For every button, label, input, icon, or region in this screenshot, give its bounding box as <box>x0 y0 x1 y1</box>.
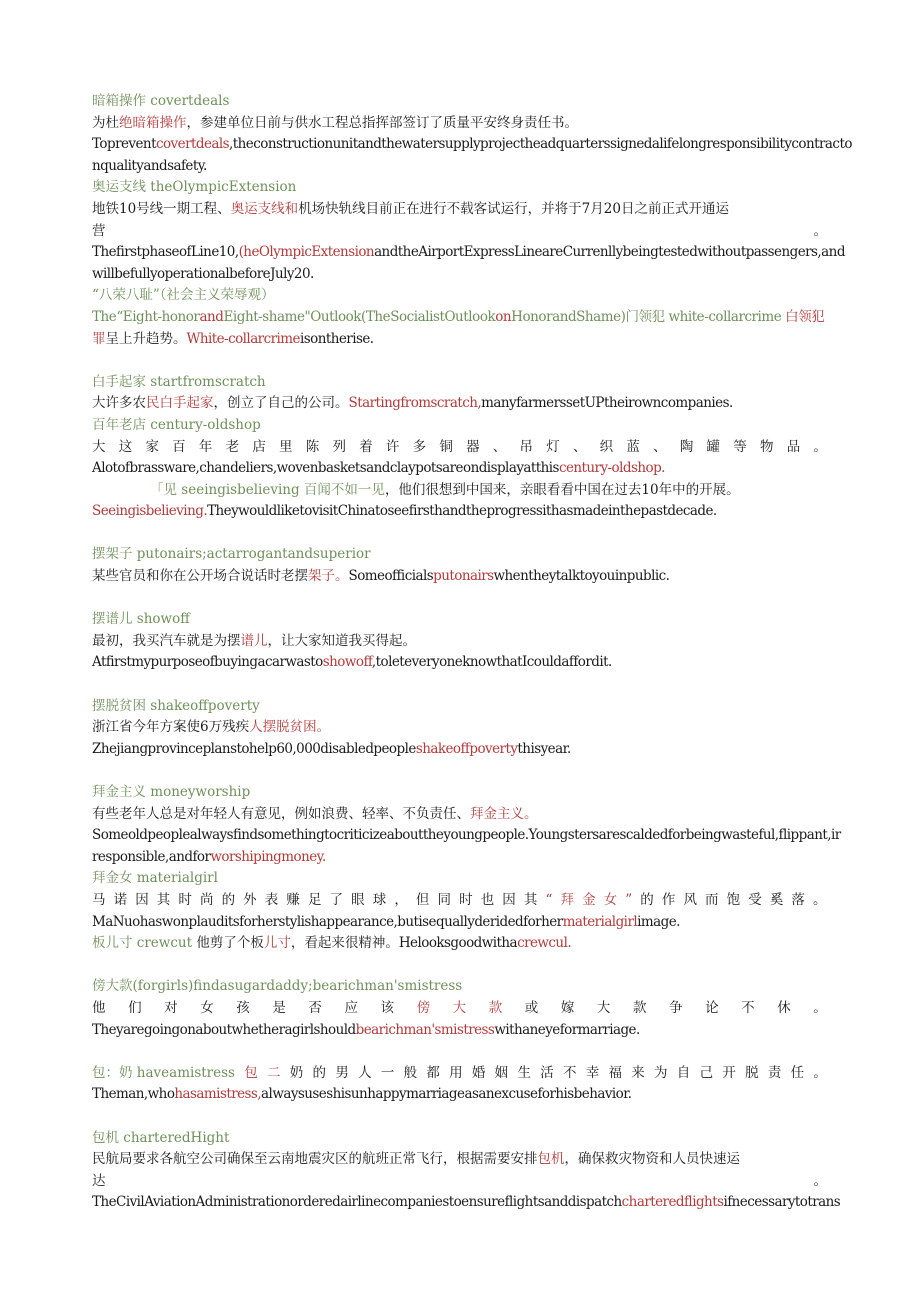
spaced-char: 年 <box>198 438 213 455</box>
spaced-char: 着 <box>359 438 373 455</box>
spaced-char: 女 <box>200 999 214 1016</box>
entry-en-sentence: Theman,whohasamistress,alwaysuseshisunhappymarriageasanexcuseforhisbehavior. <box>92 1086 632 1103</box>
spaced-char: 不 <box>562 1064 577 1081</box>
entry-en-sentence: Theyaregoingonaboutwhetheragirlshouldbearichman'smistresswithaneyeformarriage. <box>92 1021 640 1038</box>
spaced-char: 器 <box>466 438 480 455</box>
spaced-char: 开 <box>722 1064 736 1081</box>
spaced-char: 但 <box>415 891 430 908</box>
spaced-char: 球 <box>372 891 387 908</box>
spaced-char: 风 <box>683 891 697 908</box>
spaced-char: 陶 <box>679 438 694 455</box>
spaced-char: 百 <box>172 438 186 455</box>
entry-term: 包机 charteredHight <box>92 1129 230 1146</box>
spacer <box>92 588 827 610</box>
spaced-char: 饱 <box>726 891 741 908</box>
spaced-char: 眼 <box>351 891 365 908</box>
entry-term: 奥运支线 theOlympicExtension <box>92 179 297 196</box>
spaced-char: 了 <box>329 891 344 908</box>
spaced-char: 吊 <box>519 438 533 455</box>
spaced-char: 一 <box>380 1064 395 1081</box>
entry-term: 暗箱操作 covertdeals <box>92 93 230 109</box>
spaced-char: 。 <box>813 1064 827 1081</box>
entry-zh-sentence <box>92 890 827 912</box>
spacer <box>92 760 827 782</box>
spaced-char: 活 <box>540 1064 554 1081</box>
spaced-char: 马 <box>92 891 106 908</box>
spaced-char: 其 <box>156 891 171 908</box>
spaced-char: 他 <box>92 999 106 1016</box>
spaced-char: 是 <box>272 999 286 1016</box>
spaced-char: 受 <box>748 891 762 908</box>
spaced-char: ， <box>394 891 408 908</box>
spaced-char: 休 <box>777 999 791 1016</box>
spaced-char: 男 <box>335 1064 349 1081</box>
spaced-char: 不 <box>741 999 755 1016</box>
entry-zh-sentence: 板儿寸 crewcut 他剪了个板儿寸，看起来很精神。Helooksgoodwithacrewcul. <box>92 935 572 952</box>
spaced-char: 而 <box>705 891 719 908</box>
entry-zh-sentence: 浙江省今年方案使6万残疾人摆脱贫困。 <box>92 719 331 736</box>
spaced-char: 品 <box>786 438 801 455</box>
entry-term: 摆谱儿 showoff <box>92 611 190 628</box>
spaced-char: 的 <box>221 891 236 908</box>
spaced-char: 都 <box>426 1064 440 1081</box>
spacer <box>92 1041 827 1063</box>
entry-en-sentence: Zhejiangprovinceplanstohelp60,000disabledpeopleshakeoffpovertythisyear. <box>92 740 571 757</box>
spaced-char: 。 <box>813 438 827 455</box>
spaced-char: 们 <box>128 999 142 1016</box>
spaced-char: 、 <box>492 438 507 455</box>
entry-zh-sentence <box>92 437 827 459</box>
spaced-char: 大 <box>452 999 467 1016</box>
entry-zh-sentence: 罪呈上升趋势。White-collarcrimeisontherise. <box>92 330 374 347</box>
spaced-char: 许 <box>385 438 400 455</box>
spaced-char: 二 <box>267 1064 281 1081</box>
spaced-char: 应 <box>344 999 358 1016</box>
spaced-char: 列 <box>332 438 346 455</box>
spaced-char: 奶 <box>289 1064 304 1081</box>
entry-en-continuation: willbefullyoperationalbeforeJuly20. <box>92 265 314 282</box>
entry-term: 摆架子 putonairs;actarrogantandsuperior <box>92 546 371 563</box>
spaced-char: 铜 <box>439 438 453 455</box>
spaced-char: 责 <box>767 1064 782 1081</box>
spaced-char: 时 <box>178 891 192 908</box>
entry-zh-sentence: 最初，我买汽车就是为摆谱儿，让大家知道我买得起。 <box>92 632 416 649</box>
spaced-char: 幸 <box>585 1064 600 1081</box>
spaced-char: 、 <box>572 438 587 455</box>
entry-en-sentence: The“Eight-honorandEight-shame"Outlook(TheSocialistOutlookonHonorandShame)门领犯 white-collarcrime 白领犯 <box>92 308 825 325</box>
spaced-char: 。 <box>813 891 827 908</box>
entry-en-sentence: ThefirstphaseofLine10,(heOlympicExtensionandtheAirportExpressLineareCurrenllybeingtestedwithoutpassengers,and <box>92 244 845 261</box>
spaced-char: 尚 <box>199 891 214 908</box>
spaced-char: 也 <box>480 891 495 908</box>
spaced-char: 姻 <box>494 1064 509 1081</box>
entry-zh-sentence <box>92 1063 827 1085</box>
entry-en-continuation: responsible,andforworshipingmoney. <box>92 848 326 865</box>
spaced-char: 嫁 <box>560 999 575 1016</box>
spaced-char: ” <box>625 891 633 908</box>
spaced-char: 款 <box>632 999 647 1016</box>
entry-en-sentence: MaNuohaswonplauditsforherstylishappearance,butisequallyderidedforhermaterialgirlimage. <box>92 913 680 930</box>
spaced-char: 傍 <box>416 999 431 1016</box>
spaced-char: 福 <box>608 1064 622 1081</box>
spacer <box>92 523 827 545</box>
spaced-char: 作 <box>661 891 676 908</box>
spaced-char: 任 <box>790 1064 805 1081</box>
entry-en-sentence: Alotofbrassware,chandeliers,wovenbasketsandclaypotsareondisplayatthiscentury-oldshop. <box>92 460 665 477</box>
spaced-char: 孩 <box>236 999 250 1016</box>
entry-zh-sentence: 某些官员和你在公开场合说话时老摆架子。Someofficialsputonairswhentheytalktoyouinpublic. <box>92 568 670 585</box>
spaced-char: 陈 <box>305 438 320 455</box>
spacer <box>92 955 827 977</box>
entry-zh-sentence: 民航局要求各航空公司确保至云南地震灾区的航班正常飞行，根据需要安排包机，确保救灾物资和人员快速运 <box>92 1151 740 1168</box>
spaced-char: 奚 <box>769 891 784 908</box>
spaced-char: 款 <box>488 999 503 1016</box>
spaced-char: 金 <box>582 891 596 908</box>
entry-term: 拜金主义 moneyworship <box>92 784 251 800</box>
entry-zh-sentence: 地铁10号线一期工程、奥运支线和机场快轨线目前正在进行不载客试运行，并将于7月20日之前正式开通运 <box>92 200 729 217</box>
entry-term: 白手起家 startfromscratch <box>92 373 266 390</box>
spaced-char: 人 <box>358 1064 372 1081</box>
spaced-char: “ <box>545 891 553 908</box>
spaced-char: 来 <box>631 1064 645 1081</box>
entry-term: 拜金女 materialgirl <box>92 870 218 887</box>
spaced-char: 里 <box>279 438 293 455</box>
entry-term: 摆脱贫困 shakeoffpoverty <box>92 697 260 714</box>
entry-zh-sentence: 「见 seeingisbelieving 百闻不如一见，他们很想到中国来，亲眼看看中国在过去10年中的开展。 <box>150 481 740 498</box>
spaced-char: 对 <box>164 999 178 1016</box>
spaced-char: 时 <box>459 891 473 908</box>
entry-term: 百年老店 century-oldshop <box>92 416 261 433</box>
spaced-char: 表 <box>264 891 279 908</box>
entry-zh-sentence: 大许多农民白手起家，创立了自己的公司。Startingfromscratch,manyfarmerssetUPtheirowncompanies. <box>92 395 733 412</box>
spaced-char: 店 <box>252 438 266 455</box>
spaced-char: 大 <box>596 999 611 1016</box>
entry-zh-sentence: 为杜绝暗箱操作，参建单位日前与供水工程总指挥部签订了质量平安终身责任书。 <box>92 114 578 131</box>
spaced-char: 的 <box>312 1064 327 1081</box>
spaced-char: 织 <box>599 438 614 455</box>
spaced-char: 同 <box>437 891 451 908</box>
spaced-char: 这 <box>118 438 133 455</box>
entry-en-sentence: TheCivilAviationAdministrationorderedairlinecompaniestoensureflightsanddispatchcharteredflightsifnecessarytotrans <box>92 1194 841 1211</box>
spaced-char: 、 <box>653 438 667 455</box>
spaced-char: 用 <box>449 1064 463 1081</box>
spaced-char: 因 <box>135 891 149 908</box>
spaced-char: 包 <box>244 1064 258 1081</box>
spaced-char: 蓝 <box>626 438 640 455</box>
entry-zh-continuation: 营 。 <box>92 222 827 239</box>
spaced-char: 般 <box>403 1064 418 1081</box>
spaced-char: 多 <box>412 438 427 455</box>
spaced-char: 争 <box>669 999 683 1016</box>
spaced-char: 。 <box>813 999 827 1016</box>
spaced-char: 大 <box>92 438 106 455</box>
spaced-char: 外 <box>243 891 257 908</box>
entry-term: 包：奶 haveamistress <box>92 1064 235 1081</box>
spaced-char: 该 <box>380 999 394 1016</box>
spaced-char: 婚 <box>471 1064 486 1081</box>
spaced-char: 拜 <box>560 891 574 908</box>
spaced-char: 物 <box>759 438 774 455</box>
entry-en-sentence: Topreventcovertdeals,theconstructionunitandthewatersupplyprojectheadquarterssignedalifelongresponsibilitycontracto <box>92 136 852 153</box>
spaced-char: 论 <box>705 999 719 1016</box>
spaced-char: 或 <box>524 999 539 1016</box>
spaced-char: 落 <box>791 891 805 908</box>
spaced-char: 足 <box>307 891 322 908</box>
spaced-char: 等 <box>733 438 747 455</box>
spaced-char: 赚 <box>286 891 300 908</box>
spaced-char: 的 <box>640 891 654 908</box>
spaced-char: 灯 <box>546 438 560 455</box>
entry-term: “八荣八耻”（社会主义荣辱观） <box>92 287 275 304</box>
spaced-char: 己 <box>699 1064 714 1081</box>
entry-zh-sentence <box>92 998 827 1020</box>
spaced-char: 罐 <box>706 438 721 455</box>
spacer <box>92 350 827 372</box>
spaced-char: 因 <box>502 891 516 908</box>
entry-zh-sentence: 有些老年人总是对年轻人有意见，例如浪费、轻率、不负责任、拜金主义。 <box>92 805 538 822</box>
spaced-char: 家 <box>145 438 159 455</box>
spacer <box>92 674 827 696</box>
glossary-page <box>92 91 852 1214</box>
spaced-char: 其 <box>523 891 538 908</box>
spaced-char: 为 <box>654 1064 668 1081</box>
entry-en-sentence: Someoldpeoplealwaysfindsomethingtocriticizeabouttheyoungpeople.Youngstersarescaldedforbeingwasteful,flippant,ir <box>92 827 841 844</box>
spaced-char: 女 <box>603 891 618 908</box>
spaced-char: 否 <box>308 999 322 1016</box>
entry-term: 傍大款(forgirls)findasugardaddy;bearichman'smistress <box>92 978 463 995</box>
spaced-char: 诺 <box>113 891 128 908</box>
spaced-char: 生 <box>517 1064 531 1081</box>
entry-zh-continuation: 达 。 <box>92 1172 827 1189</box>
entry-en-sentence: Atfirstmypurposeofbuyingacarwastoshowoff,toleteveryoneknowthatIcouldaffordit. <box>92 654 612 671</box>
spaced-char: 老 <box>225 438 240 455</box>
spaced-char: 自 <box>676 1064 691 1081</box>
entry-en-continuation: nqualityandsafety. <box>92 157 207 174</box>
entry-en-sentence: Seeingisbelieving.TheywouldliketovisitChinatoseefirsthandtheprogressithasmadeinthepastdecade. <box>92 503 717 520</box>
spacer <box>92 1106 827 1128</box>
spaced-char: 脱 <box>745 1064 759 1081</box>
